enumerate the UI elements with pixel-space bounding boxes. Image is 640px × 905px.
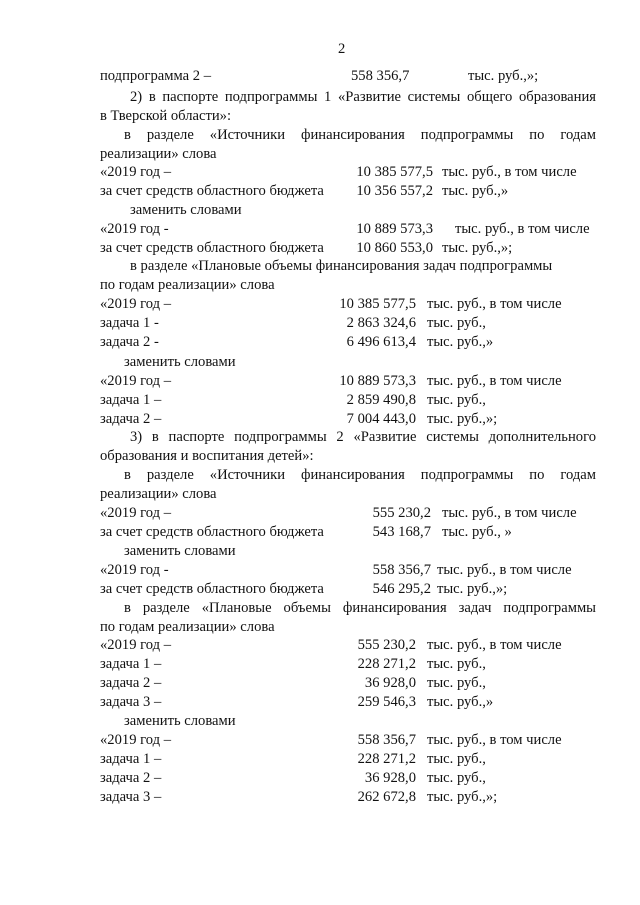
page-number: 2	[338, 41, 346, 57]
paragraph-line: заменить словами	[124, 713, 236, 729]
line-label: «2019 год –	[100, 296, 172, 312]
line-unit: тыс. руб., в том числе	[427, 637, 562, 653]
paragraph-line: заменить словами	[124, 543, 236, 559]
line-amount: 543 168,7	[372, 524, 431, 540]
line-label: за счет средств областного бюджета	[100, 524, 324, 540]
paragraph-line: в Тверской области»:	[100, 108, 232, 124]
paragraph-line: заменить словами	[130, 202, 242, 218]
paragraph-line: в разделе «Источники финансирования подпрограммы по годам	[124, 127, 596, 143]
line-unit: тыс. руб., в том числе	[442, 505, 577, 521]
line-amount: 10 385 577,5	[339, 296, 416, 312]
line-label: «2019 год –	[100, 164, 172, 180]
line-label: «2019 год –	[100, 637, 172, 653]
line-amount: 10 356 557,2	[356, 183, 433, 199]
line-unit: тыс. руб.,»;	[427, 411, 498, 427]
line-label: задача 1 –	[100, 392, 162, 408]
line-label: «2019 год –	[100, 732, 172, 748]
line-unit: тыс. руб., в том числе	[442, 164, 577, 180]
line-label: задача 2 –	[100, 411, 162, 427]
line-label: задача 3 –	[100, 694, 162, 710]
line-label: задача 2 -	[100, 334, 159, 350]
line-amount: 259 546,3	[357, 694, 416, 710]
line-label: задача 1 –	[100, 656, 162, 672]
line-unit: тыс. руб., в том числе	[427, 732, 562, 748]
line-unit: тыс. руб.,	[427, 675, 486, 691]
line-unit: тыс. руб.,»;	[427, 789, 498, 805]
line-label: подпрограмма 2 –	[100, 68, 212, 84]
line-label: задача 3 –	[100, 789, 162, 805]
line-unit: тыс. руб.,»;	[437, 581, 508, 597]
line-label: задача 1 -	[100, 315, 159, 331]
line-amount: 36 928,0	[364, 770, 416, 786]
line-unit: тыс. руб., в том числе	[437, 562, 572, 578]
line-amount: 228 271,2	[357, 656, 416, 672]
line-amount: 10 889 573,3	[339, 373, 416, 389]
paragraph-line: в разделе «Плановые объемы финансирования задач подпрограммы	[130, 258, 553, 274]
line-amount: 558 356,7	[357, 732, 416, 748]
line-label: задача 1 –	[100, 751, 162, 767]
line-label: за счет средств областного бюджета	[100, 183, 324, 199]
paragraph-line: 3) в паспорте подпрограммы 2 «Развитие системы дополнительного	[130, 429, 596, 445]
line-label: «2019 год -	[100, 221, 169, 237]
paragraph-line: реализации» слова	[100, 146, 217, 162]
line-amount: 228 271,2	[357, 751, 416, 767]
line-amount: 6 496 613,4	[346, 334, 416, 350]
line-unit: тыс. руб.,»	[427, 694, 494, 710]
line-label: «2019 год -	[100, 562, 169, 578]
line-unit: тыс. руб.,	[427, 751, 486, 767]
paragraph-line: в разделе «Плановые объемы финансирования задач подпрограммы	[124, 600, 596, 616]
paragraph-line: образования и воспитания детей»:	[100, 448, 314, 464]
line-amount: 555 230,2	[357, 637, 416, 653]
line-label: «2019 год –	[100, 373, 172, 389]
line-amount: 558 356,7	[351, 68, 410, 84]
line-label: за счет средств областного бюджета	[100, 240, 324, 256]
line-unit: тыс. руб.,»;	[468, 68, 539, 84]
paragraph-line: 2) в паспорте подпрограммы 1 «Развитие системы общего образования	[130, 89, 596, 105]
line-amount: 2 859 490,8	[346, 392, 416, 408]
line-label: за счет средств областного бюджета	[100, 581, 324, 597]
paragraph-line: в разделе «Источники финансирования подпрограммы по годам	[124, 467, 596, 483]
line-amount: 262 672,8	[357, 789, 416, 805]
line-unit: тыс. руб.,	[427, 392, 486, 408]
line-unit: тыс. руб., »	[442, 524, 512, 540]
line-label: задача 2 –	[100, 770, 162, 786]
line-unit: тыс. руб.,	[427, 315, 486, 331]
line-amount: 10 860 553,0	[356, 240, 433, 256]
line-unit: тыс. руб., в том числе	[427, 296, 562, 312]
line-amount: 7 004 443,0	[346, 411, 416, 427]
line-unit: тыс. руб., в том числе	[427, 373, 562, 389]
line-unit: тыс. руб.,	[427, 656, 486, 672]
paragraph-line: заменить словами	[124, 354, 236, 370]
line-amount: 555 230,2	[372, 505, 431, 521]
line-amount: 36 928,0	[364, 675, 416, 691]
line-label: задача 2 –	[100, 675, 162, 691]
line-amount: 558 356,7	[372, 562, 431, 578]
line-unit: тыс. руб., в том числе	[455, 221, 590, 237]
line-unit: тыс. руб.,»	[427, 334, 494, 350]
line-unit: тыс. руб.,	[427, 770, 486, 786]
line-amount: 10 889 573,3	[356, 221, 433, 237]
line-amount: 546 295,2	[372, 581, 431, 597]
line-amount: 10 385 577,5	[356, 164, 433, 180]
paragraph-line: реализации» слова	[100, 486, 217, 502]
paragraph-line: по годам реализации» слова	[100, 277, 275, 293]
line-amount: 2 863 324,6	[346, 315, 416, 331]
paragraph-line: по годам реализации» слова	[100, 619, 275, 635]
line-label: «2019 год –	[100, 505, 172, 521]
line-unit: тыс. руб.,»;	[442, 240, 513, 256]
line-unit: тыс. руб.,»	[442, 183, 509, 199]
